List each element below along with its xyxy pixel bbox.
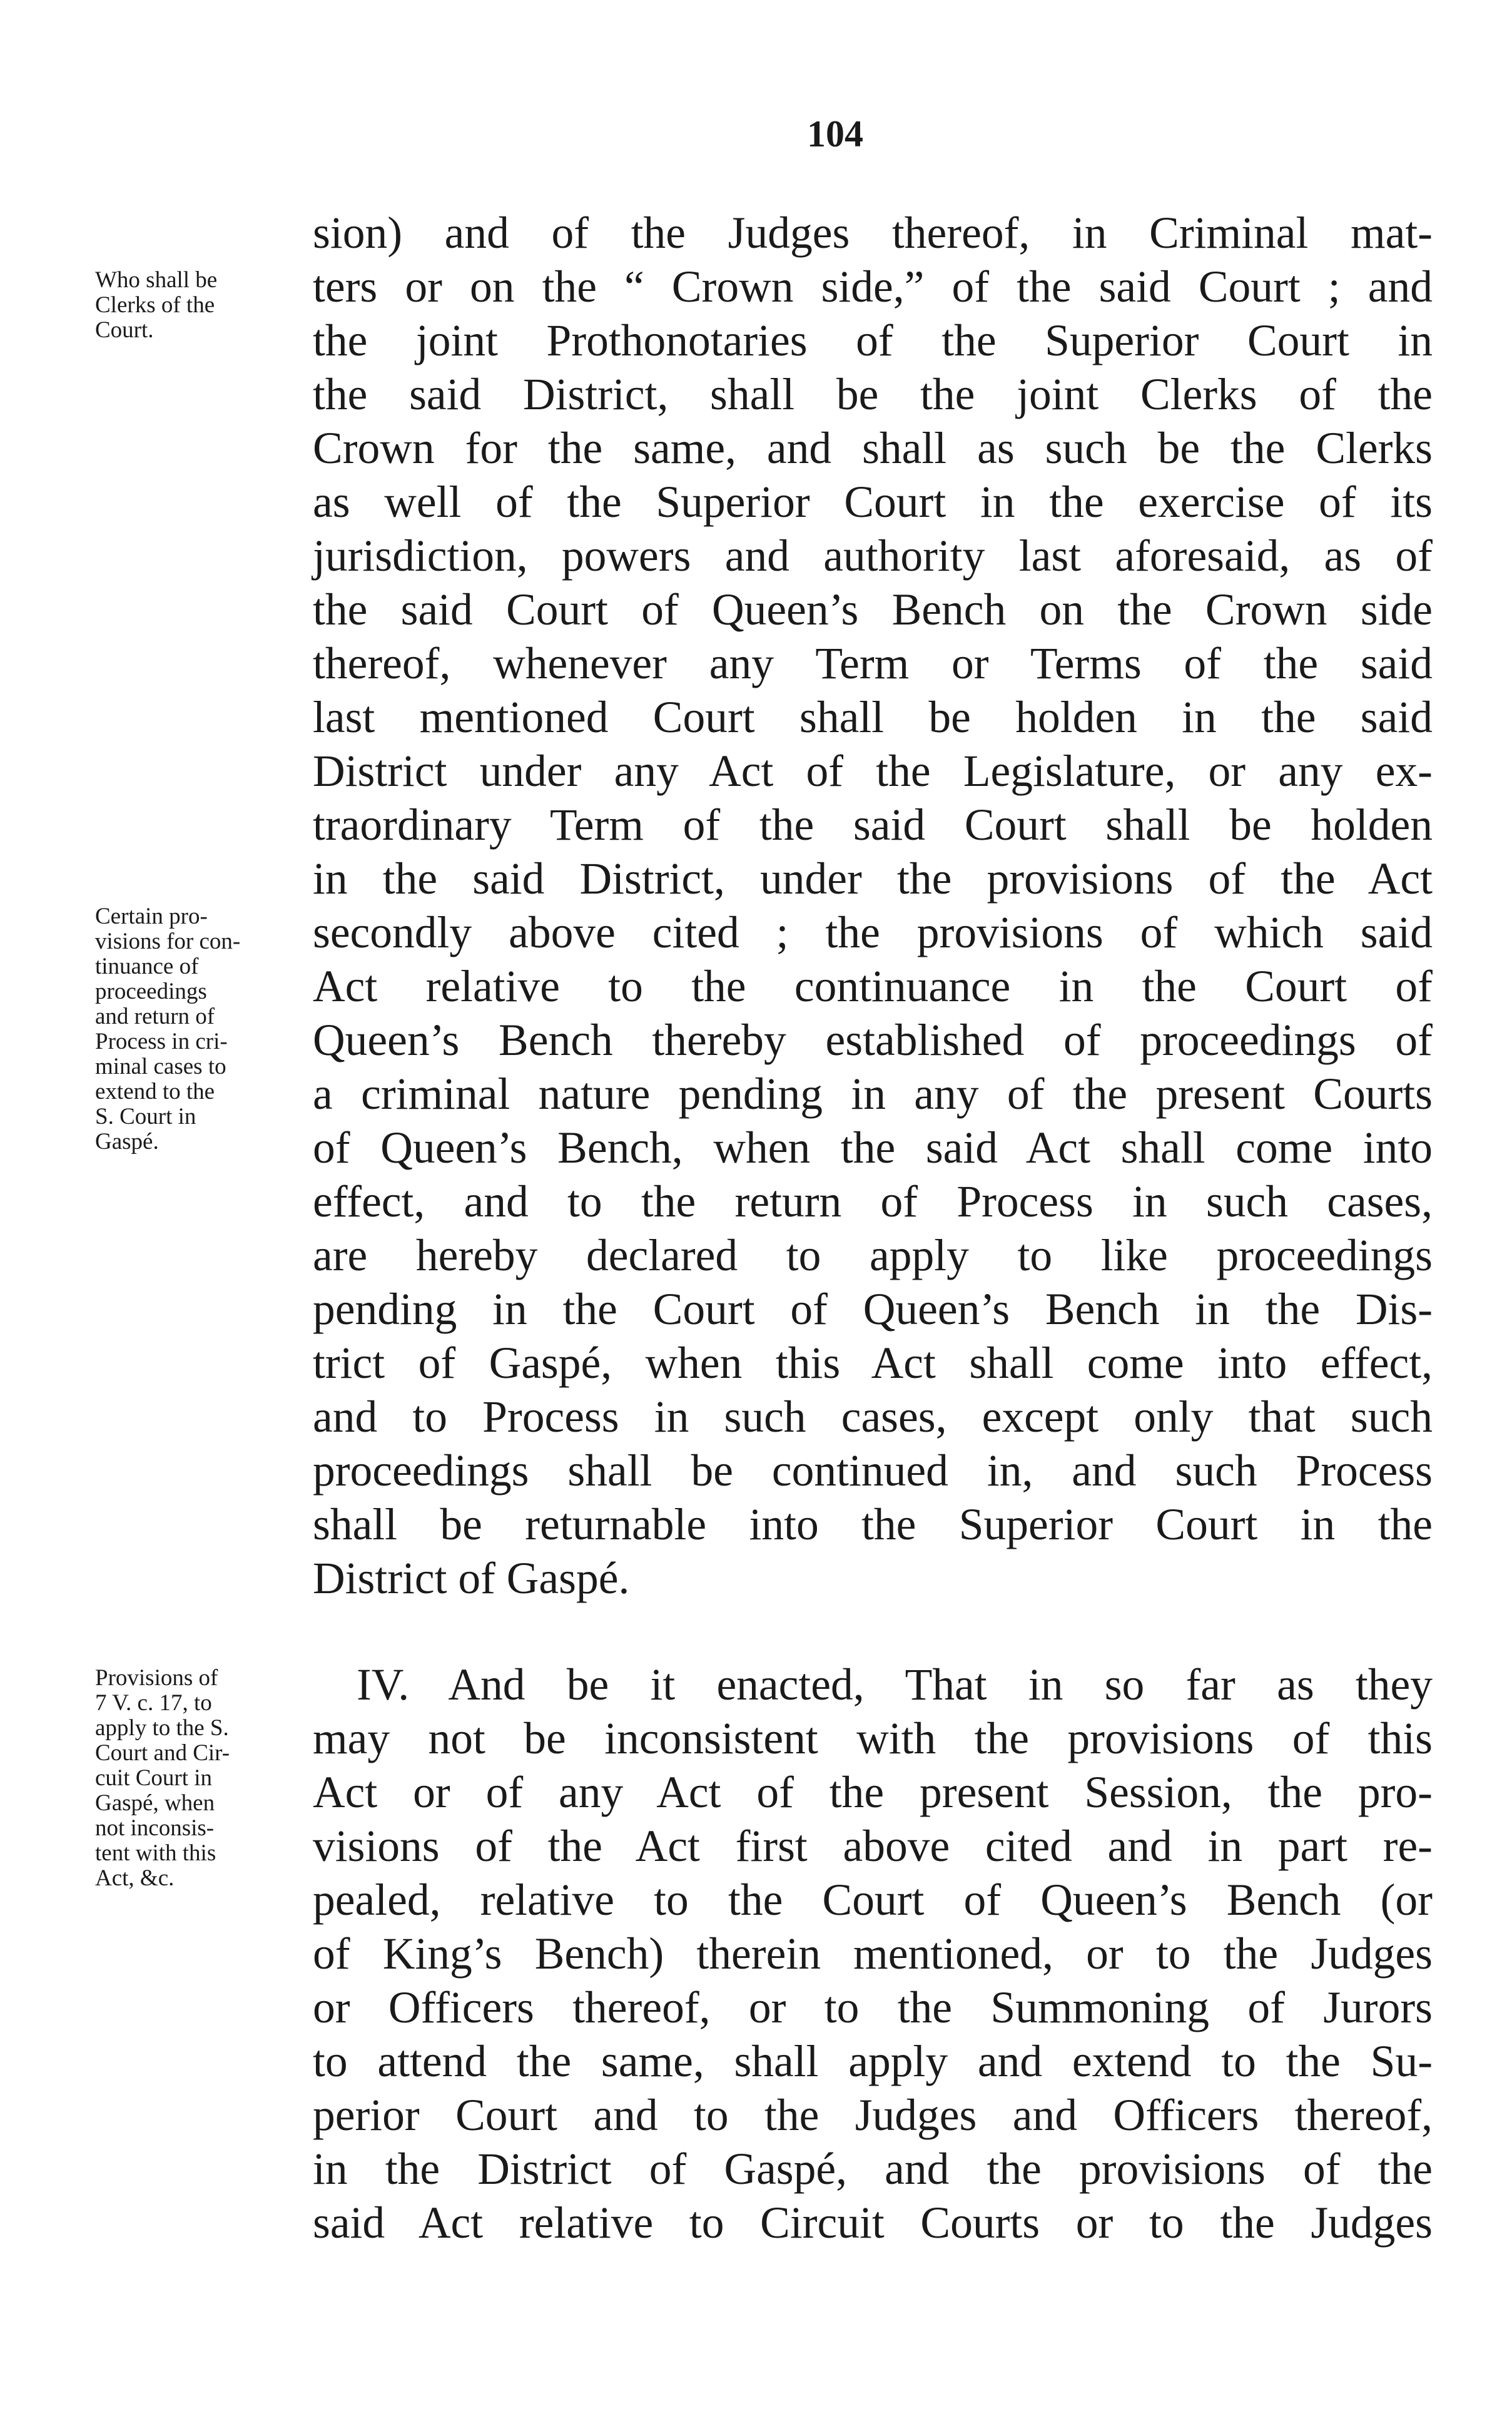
text-line: trict of Gaspé, when this Act shall come into effect, [313,1338,1433,1388]
section-iv [313,1658,1433,2250]
text-line: shall be returnable into the Superior Court in the [313,1500,1433,1549]
text-line: in the District of Gaspé, and the provisions of the [313,2144,1433,2194]
margin-note-clerks [95,268,295,343]
text-line: visions of the Act first above cited and in part re- [313,1822,1433,1871]
text-line: District under any Act of the Legislature, or any ex- [313,747,1433,796]
paragraph-continuation [313,206,1433,1606]
text-line: pealed, relative to the Court of Queen’s Bench (or [313,1875,1433,1925]
margin-note-line: apply to the S. [95,1715,229,1741]
text-line: or Officers thereof, or to the Summoning of Jurors [313,1983,1433,2032]
text-line: the said District, shall be the joint Clerks of the [313,370,1433,419]
margin-note-line: Act, &c. [95,1865,175,1891]
margin-note-continuance [95,904,295,1154]
text-line: traordinary Term of the said Court shall be holden [313,800,1433,850]
text-line: District of Gaspé. [313,1554,630,1603]
margin-note-line: visions for con- [95,929,241,954]
text-line: and to Process in such cases, except only that such [313,1392,1433,1442]
margin-note-line: proceedings [95,979,207,1004]
margin-note-line: Certain pro- [95,904,208,929]
text-line: Act relative to the continuance in the Court of [313,962,1433,1011]
text-line: said Act relative to Circuit Courts or to the Judges [313,2198,1433,2248]
margin-note-line: S. Court in [95,1104,196,1129]
margin-note-line: Gaspé, when [95,1790,215,1816]
text-line: ters or on the “ Crown side,” of the said Court ; and [313,262,1433,312]
text-line: of Queen’s Bench, when the said Act shall come into [313,1123,1433,1173]
text-line: as well of the Superior Court in the exercise of its [313,477,1433,527]
text-line: last mentioned Court shall be holden in the said [313,693,1433,742]
text-line: are hereby declared to apply to like proceedings [313,1231,1433,1280]
text-line: pending in the Court of Queen’s Bench in the Dis- [313,1285,1433,1334]
margin-note-provisions [95,1666,295,1891]
text-line: Crown for the same, and shall as such be the Clerks [313,424,1433,473]
margin-note-line: Process in cri- [95,1029,228,1054]
margin-note-line: and return of [95,1004,215,1029]
margin-note-line: extend to the [95,1079,215,1104]
margin-note-line: cuit Court in [95,1765,213,1791]
margin-note-line: not inconsis- [95,1815,215,1841]
text-line: effect, and to the return of Process in such cases, [313,1177,1433,1226]
text-line: thereof, whenever any Term or Terms of the said [313,639,1433,688]
text-line: may not be inconsistent with the provisions of this [313,1714,1433,1763]
text-line: in the said District, under the provisions of the Act [313,854,1433,904]
text-line: sion) and of the Judges thereof, in Criminal mat- [313,208,1433,258]
text-line: IV. And be it enacted, That in so far as they [357,1660,1433,1710]
margin-note-line: 7 V. c. 17, to [95,1690,212,1716]
margin-note-line: Court and Cir- [95,1740,230,1766]
margin-note-line: tent with this [95,1840,216,1866]
text-line: perior Court and to the Judges and Officers thereof, [313,2091,1433,2140]
text-line: a criminal nature pending in any of the present Courts [313,1069,1433,1119]
text-line: secondly above cited ; the provisions of which said [313,908,1433,957]
margin-note-line: minal cases to [95,1054,226,1079]
margin-note-line: Who shall be [95,267,218,293]
text-line: Act or of any Act of the present Session, the pro- [313,1768,1433,1817]
text-line: of King’s Bench) therein mentioned, or to the Judges [313,1929,1433,1979]
text-line: the said Court of Queen’s Bench on the Crown side [313,585,1433,635]
text-line: to attend the same, shall apply and extend to the Su- [313,2037,1433,2086]
page-number: 104 [807,113,863,155]
margin-note-line: Clerks of the [95,292,215,318]
text-line: Queen’s Bench thereby established of proceedings of [313,1016,1433,1065]
margin-note-line: Provisions of [95,1665,218,1691]
text-line: the joint Prothonotaries of the Superior Court in [313,316,1433,365]
margin-note-line: Court. [95,317,154,343]
text-line: jurisdiction, powers and authority last aforesaid, as of [313,531,1433,581]
margin-note-line: tinuance of [95,954,199,979]
margin-note-line: Gaspé. [95,1129,159,1154]
text-line: proceedings shall be continued in, and such Process [313,1446,1433,1496]
